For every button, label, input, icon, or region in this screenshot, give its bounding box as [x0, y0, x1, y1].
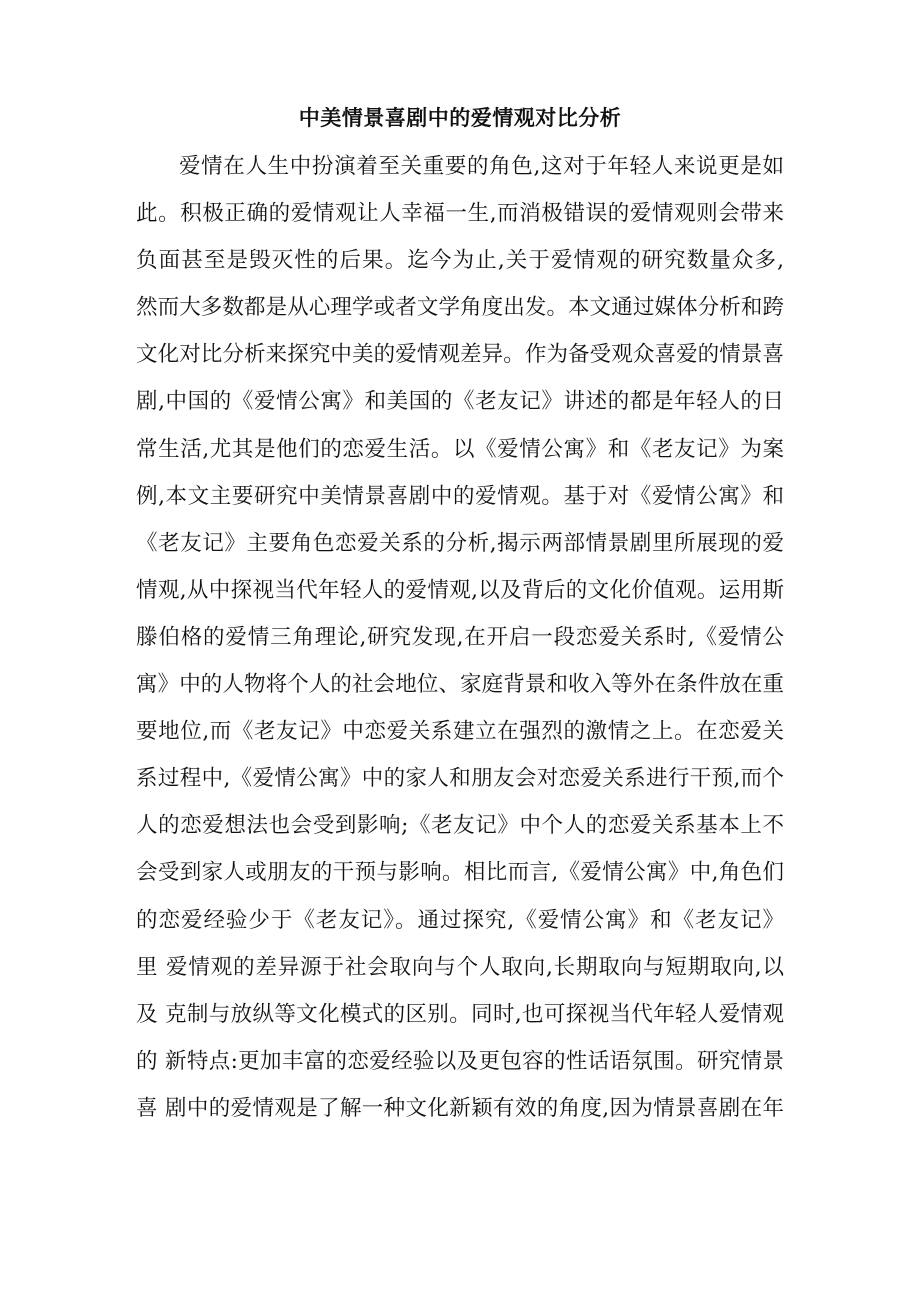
paragraph-line: 文化对比分析来探究中美的爱情观差异。作为备受观众喜爱的情景喜 [136, 342, 784, 368]
paragraph-line: 里 爱情观的差异源于社会取向与个人取向,长期取向与短期取向,以 [136, 954, 784, 980]
paragraph-line: 的恋爱经验少于《老友记》。通过探究,《爱情公寓》和《老友记》 [136, 907, 784, 933]
paragraph-line: 会受到家人或朋友的干预与影响。相比而言,《爱情公寓》中,角色们 [136, 860, 784, 886]
body-paragraph [136, 150, 784, 1139]
paragraph-line: 喜 剧中的爱情观是了解一种文化新颖有效的角度,因为情景喜剧在年 [136, 1095, 784, 1121]
paragraph-line: 负面甚至是毁灭性的后果。迄今为止,关于爱情观的研究数量众多, [136, 248, 784, 274]
paragraph-line: 《老友记》主要角色恋爱关系的分析,揭示两部情景剧里所展现的爱 [136, 530, 784, 556]
paragraph-line: 然而大多数都是从心理学或者文学角度出发。本文通过媒体分析和跨 [136, 295, 784, 321]
document-title: 中美情景喜剧中的爱情观对比分析 [298, 105, 622, 130]
paragraph-line: 常生活,尤其是他们的恋爱生活。以《爱情公寓》和《老友记》为案 [136, 436, 784, 462]
paragraph-line: 爱情在人生中扮演着至关重要的角色,这对于年轻人来说更是如 [179, 154, 784, 179]
paragraph-line: 例,本文主要研究中美情景喜剧中的爱情观。基于对《爱情公寓》和 [136, 483, 784, 509]
paragraph-line: 的 新特点:更加丰富的恋爱经验以及更包容的性话语氛围。研究情景 [136, 1048, 784, 1074]
paragraph-line: 此。积极正确的爱情观让人幸福一生,而消极错误的爱情观则会带来 [136, 201, 784, 227]
paragraph-line: 剧,中国的《爱情公寓》和美国的《老友记》讲述的都是年轻人的日 [136, 389, 784, 415]
paragraph-line: 人的恋爱想法也会受到影响;《老友记》中个人的恋爱关系基本上不 [136, 813, 784, 839]
paragraph-line: 寓》中的人物将个人的社会地位、家庭背景和收入等外在条件放在重 [136, 672, 784, 698]
paragraph-line: 滕伯格的爱情三角理论,研究发现,在开启一段恋爱关系时,《爱情公 [136, 624, 784, 650]
paragraph-line: 系过程中,《爱情公寓》中的家人和朋友会对恋爱关系进行干预,而个 [136, 766, 784, 792]
paragraph-line: 要地位,而《老友记》中恋爱关系建立在强烈的激情之上。在恋爱关 [136, 719, 784, 745]
paragraph-line: 情观,从中探视当代年轻人的爱情观,以及背后的文化价值观。运用斯 [136, 577, 784, 603]
paragraph-line: 及 克制与放纵等文化模式的区别。同时,也可探视当代年轻人爱情观 [136, 1001, 784, 1027]
